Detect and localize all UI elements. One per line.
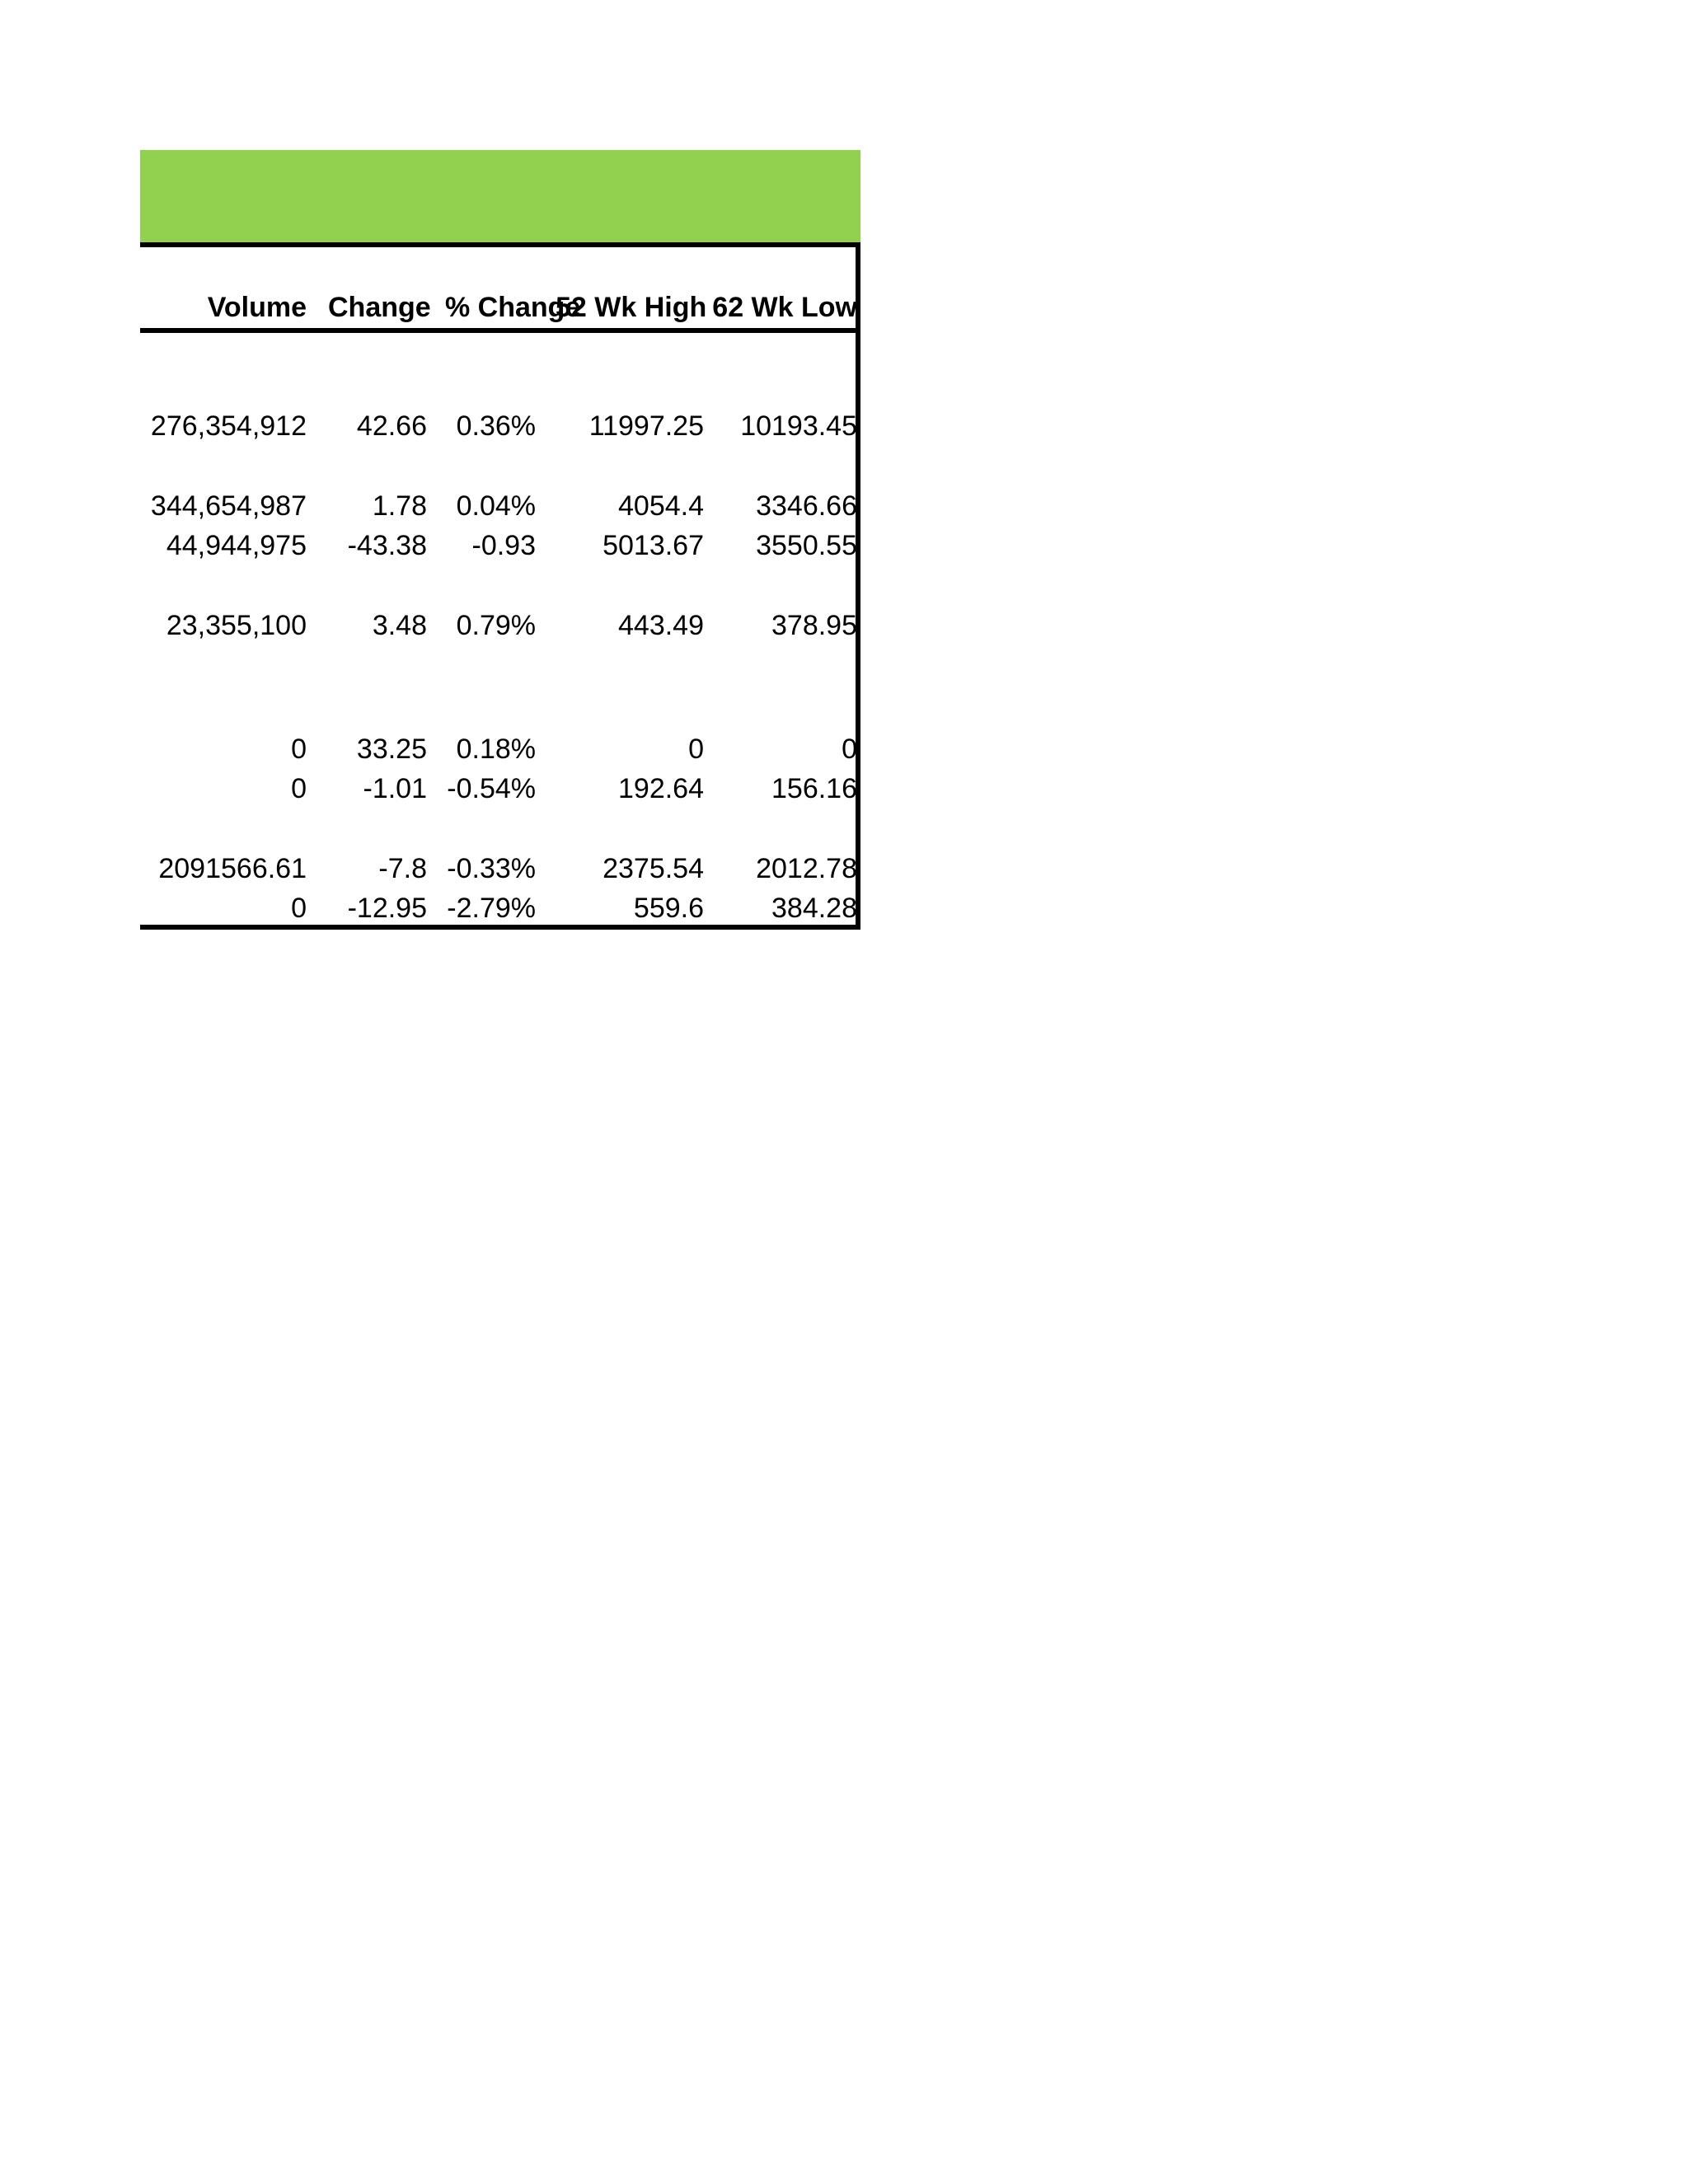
table-cell-62wk-low: 0 bbox=[842, 733, 857, 765]
table-cell-volume: 0 bbox=[291, 773, 307, 804]
table-cell-change: 33.25 bbox=[356, 733, 427, 765]
table-cell-volume: 44,944,975 bbox=[166, 530, 307, 561]
column-header-change: Change bbox=[328, 292, 431, 323]
table-cell-change: -43.38 bbox=[347, 530, 427, 561]
table-cell-volume: 344,654,987 bbox=[150, 490, 307, 522]
table-cell-62wk-low: 3346.66 bbox=[756, 490, 857, 522]
column-header-52wk-high: 52 Wk High bbox=[556, 292, 707, 323]
table-cell-52wk-high: 559.6 bbox=[633, 893, 704, 924]
table-cell-pct-change: 0.04% bbox=[456, 490, 536, 522]
table-cell-52wk-high: 11997.25 bbox=[588, 410, 704, 442]
column-header-62wk-low: 62 Wk Low bbox=[712, 292, 857, 323]
table-cell-volume: 276,354,912 bbox=[150, 410, 307, 442]
table-cell-change: 42.66 bbox=[356, 410, 427, 442]
column-header-pct-change: % Change bbox=[445, 292, 581, 323]
table-cell-pct-change: -2.79% bbox=[447, 893, 536, 924]
table-cell-52wk-high: 4054.4 bbox=[618, 490, 704, 522]
table-cell-pct-change: 0.18% bbox=[456, 733, 536, 765]
table-cell-change: -1.01 bbox=[363, 773, 427, 804]
table-cell-52wk-high: 443.49 bbox=[618, 610, 704, 641]
table-cell-volume: 2091566.61 bbox=[158, 853, 307, 884]
table-cell-change: -7.8 bbox=[378, 853, 427, 884]
table-cell-52wk-high: 2375.54 bbox=[603, 853, 704, 884]
table-cell-change: 3.48 bbox=[372, 610, 427, 641]
table-cell-pct-change: -0.33% bbox=[447, 853, 536, 884]
table-cell-62wk-low: 2012.78 bbox=[756, 853, 857, 884]
table-frame bbox=[140, 242, 860, 930]
table-cell-62wk-low: 3550.55 bbox=[756, 530, 857, 561]
table-cell-pct-change: 0.36% bbox=[456, 410, 536, 442]
table-cell-52wk-high: 0 bbox=[688, 733, 704, 765]
column-header-volume: Volume bbox=[207, 292, 307, 323]
table-cell-volume: 0 bbox=[291, 733, 307, 765]
table-cell-change: 1.78 bbox=[372, 490, 427, 522]
table-cell-62wk-low: 384.28 bbox=[771, 893, 857, 924]
table-cell-volume: 0 bbox=[291, 893, 307, 924]
table-cell-volume: 23,355,100 bbox=[166, 610, 307, 641]
table-cell-change: -12.95 bbox=[347, 893, 427, 924]
table-cell-62wk-low: 156.16 bbox=[771, 773, 857, 804]
table-cell-pct-change: 0.79% bbox=[456, 610, 536, 641]
table-cell-pct-change: -0.93 bbox=[471, 530, 536, 561]
table-cell-62wk-low: 10193.45 bbox=[740, 410, 857, 442]
header-banner bbox=[140, 150, 860, 242]
table-cell-pct-change: -0.54% bbox=[447, 773, 536, 804]
table-cell-62wk-low: 378.95 bbox=[771, 610, 857, 641]
table-cell-52wk-high: 5013.67 bbox=[603, 530, 704, 561]
table-cell-52wk-high: 192.64 bbox=[618, 773, 704, 804]
header-divider bbox=[140, 328, 860, 333]
